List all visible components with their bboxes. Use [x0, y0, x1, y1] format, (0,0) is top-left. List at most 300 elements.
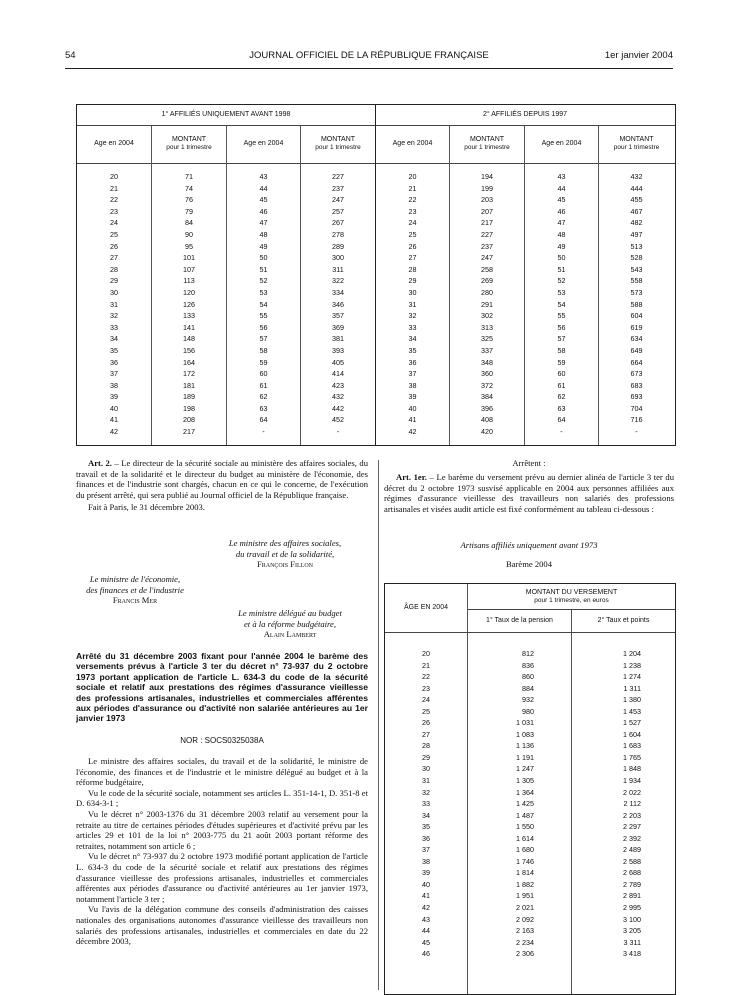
- table-cell: 44: [259, 183, 268, 193]
- table-cell: 49: [557, 241, 566, 251]
- table-cell: 673: [630, 369, 643, 379]
- table-cell: 41: [408, 415, 417, 425]
- col-header-taux1: 1° Taux de la pension: [486, 617, 553, 624]
- table-cell: 50: [557, 253, 566, 263]
- table-cell: 21: [408, 183, 417, 193]
- col-header-age: ÂGE EN 2004: [404, 604, 448, 611]
- table-cell: 704: [630, 403, 643, 413]
- table-cell: 1 814: [516, 868, 534, 878]
- g2-montant-col-b: [599, 171, 674, 438]
- table-cell: 1 380: [623, 695, 641, 705]
- table-cell: 48: [259, 229, 268, 239]
- table-cell: 405: [332, 357, 344, 367]
- table-cell: 2 489: [623, 845, 641, 855]
- table-cell: 59: [557, 357, 566, 367]
- table-cell: 217: [183, 427, 195, 437]
- col-header-montant: MONTANT DU VERSEMENT: [525, 589, 618, 596]
- table-cell: 79: [185, 206, 193, 216]
- table-cell: 57: [557, 334, 566, 344]
- table-cell: 49: [259, 241, 268, 251]
- table-cell: 84: [185, 218, 193, 228]
- table-cell: 63: [259, 403, 268, 413]
- table-cell: 41: [110, 415, 118, 425]
- table-cell: 227: [481, 229, 493, 239]
- table-cell: 55: [557, 311, 566, 321]
- table-cell: 26: [422, 718, 430, 728]
- table-cell: 664: [630, 357, 643, 367]
- group2-title: 2° AFFILIÉS DEPUIS 1997: [482, 111, 568, 118]
- table-cell: 25: [110, 229, 118, 239]
- table-cell: 432: [332, 392, 344, 402]
- nor-reference: NOR : SOCS0325038A: [180, 736, 264, 745]
- table-cell: 20: [408, 172, 417, 181]
- table-cell: 452: [332, 415, 344, 425]
- table-cell: 280: [481, 287, 493, 297]
- table-cell: 30: [422, 764, 430, 774]
- table-cell: 63: [557, 403, 566, 413]
- table-cell: -: [336, 427, 340, 437]
- taux2-col: [572, 648, 641, 960]
- table-cell: 442: [332, 403, 344, 413]
- table-cell: 619: [630, 322, 643, 332]
- table-cell: 23: [110, 206, 118, 216]
- table-cell: 22: [408, 195, 417, 205]
- table-cell: 44: [422, 926, 430, 936]
- table-cell: 76: [185, 195, 193, 205]
- table-cell: 21: [422, 660, 430, 670]
- table-cell: 164: [183, 357, 195, 367]
- table-cell: 1 882: [516, 879, 534, 889]
- table-cell: 54: [557, 299, 566, 309]
- table-cell: 372: [481, 380, 493, 390]
- table-cell: 56: [259, 322, 268, 332]
- table-cell: 58: [259, 345, 268, 355]
- table-cell: 543: [630, 264, 643, 274]
- table-cell: 423: [332, 380, 344, 390]
- table-cell: 455: [630, 195, 643, 205]
- table-cell: 34: [408, 334, 417, 344]
- table-cell: 30: [110, 287, 118, 297]
- table-cell: 1 683: [623, 741, 641, 751]
- table-cell: 25: [422, 706, 430, 716]
- table-cell: 61: [259, 380, 268, 390]
- article-1: [384, 472, 674, 514]
- table-cell: 31: [422, 776, 430, 786]
- table-cell: 257: [332, 206, 344, 216]
- table-cell: 133: [183, 311, 195, 321]
- table-cell: 36: [408, 357, 417, 367]
- table-cell: 38: [408, 380, 417, 390]
- col-header-montant: MONTANT pour 1 trimestre: [166, 136, 212, 151]
- table-cell: 1 453: [623, 706, 641, 716]
- table-cell: 45: [259, 195, 268, 205]
- preamble-para: Vu le décret n° 73-937 du 2 octobre 1973 modifié portant application de l'article L. 634-3 du code de la sécurité sociale et relatif aux prestations des régimes d'assurance vieillesse des professions artisanales, industrielles et commerciales afférentes aux périodes d'assurance ou d'activité antérieures au 1er janvier 1973, notamment l'article 3 ter ;: [76, 851, 368, 904]
- table-cell: 46: [422, 949, 430, 959]
- table-cell: 860: [522, 672, 534, 682]
- table-cell: 334: [332, 287, 344, 297]
- table-cell: 3 100: [623, 914, 641, 924]
- g2-age-col-a: [376, 171, 449, 438]
- table-cell: 1 305: [516, 776, 534, 786]
- table-cell: 74: [185, 183, 193, 193]
- table-cell: 42: [422, 903, 430, 913]
- article-2: [76, 458, 368, 513]
- table-cell: 32: [422, 787, 430, 797]
- table-cell: 2 163: [516, 926, 534, 936]
- table-cell: 39: [408, 392, 417, 402]
- table-cell: 604: [630, 311, 643, 321]
- signature-block-3: Le ministre délégué au budget et à la réforme budgétaire, Alain Lambert: [238, 608, 342, 639]
- table-cell: 22: [110, 195, 118, 205]
- table-cell: 2 891: [623, 891, 641, 901]
- table-cell: 23: [422, 683, 430, 693]
- table-cell: 396: [481, 403, 493, 413]
- table-cell: 207: [481, 206, 493, 216]
- table-cell: 198: [183, 403, 195, 413]
- table-cell: 25: [408, 229, 417, 239]
- table-cell: 51: [259, 264, 268, 274]
- table-cell: 101: [183, 253, 195, 263]
- table-cell: 31: [408, 299, 417, 309]
- table-cell: 3 418: [623, 949, 641, 959]
- table-cell: 337: [481, 345, 493, 355]
- table-cell: 2 688: [623, 868, 641, 878]
- preamble-para: Vu l'avis de la délégation commune des conseils d'administration des caisses nationales des organisations autonomes d'assurance vieillesse des travailleurs non salariés des professions artisanales, industrielles et commerciales en date du 22 décembre 2003,: [76, 904, 368, 947]
- table-cell: 46: [259, 206, 268, 216]
- table-cell: 1 765: [623, 752, 641, 762]
- table-cell: 2 092: [516, 914, 534, 924]
- column-divider: [378, 460, 379, 990]
- table-cell: 189: [183, 392, 195, 402]
- table-cell: 37: [422, 845, 430, 855]
- table-cell: 1 746: [516, 856, 534, 866]
- table-cell: 588: [630, 299, 643, 309]
- table-cell: 20: [110, 172, 118, 181]
- table-cell: 40: [422, 879, 430, 889]
- table-cell: 156: [183, 345, 195, 355]
- article-1-text: – Le barème du versement prévu au dernier alinéa de l'article 3 ter du décret du 2 octobre 1973 susvisé applicable en 2004 aux personnes affiliées aux régimes d'assurance vieillesse des travailleurs non salariés des professions artisanales et visées audit article est fixé conformément au tableau ci-dessous :: [384, 472, 674, 514]
- table-cell: 61: [557, 380, 566, 390]
- table-cell: 33: [408, 322, 417, 332]
- table-cell: 300: [332, 253, 344, 263]
- table-cell: 1 247: [516, 764, 534, 774]
- table-cell: 60: [557, 369, 566, 379]
- table-cell: 291: [481, 299, 493, 309]
- table-cell: 203: [481, 195, 493, 205]
- preamble-para: Le ministre des affaires sociales, du travail et de la solidarité, le ministre de l'économie, des finances et de l'industrie et le ministre délégué au budget et à la réforme budgétaire,: [76, 756, 368, 788]
- table-cell: 95: [185, 241, 193, 251]
- table-cell: 716: [630, 415, 643, 425]
- table-caption: Artisans affiliés uniquement avant 1973: [460, 540, 598, 550]
- g1-montant-col-a: [152, 171, 226, 438]
- table-cell: 64: [259, 415, 268, 425]
- table-cell: 2 234: [516, 937, 534, 947]
- table-cell: 346: [332, 299, 344, 309]
- table-cell: 2 021: [516, 903, 534, 913]
- table-cell: 60: [259, 369, 268, 379]
- top-rate-table: [76, 104, 676, 446]
- table-cell: 2 588: [623, 856, 641, 866]
- table-cell: 289: [332, 241, 344, 251]
- table-cell: 36: [422, 833, 430, 843]
- table-cell: 513: [630, 241, 643, 251]
- table-cell: 227: [332, 172, 344, 181]
- table-cell: 348: [481, 357, 493, 367]
- table-cell: 148: [183, 334, 195, 344]
- table-cell: 311: [332, 264, 344, 274]
- table-cell: 28: [408, 264, 417, 274]
- table-cell: 812: [522, 649, 534, 658]
- article-2-label: Art. 2.: [88, 458, 112, 468]
- table-cell: 369: [332, 322, 344, 332]
- table-cell: 59: [259, 357, 268, 367]
- table-cell: 269: [481, 276, 493, 286]
- table-cell: 44: [557, 183, 566, 193]
- table-cell: 322: [332, 276, 344, 286]
- table-cell: 884: [522, 683, 534, 693]
- table-cell: 26: [110, 241, 118, 251]
- table-cell: 27: [408, 253, 417, 263]
- table-cell: 1 951: [516, 891, 534, 901]
- table-cell: 237: [332, 183, 344, 193]
- table-cell: 31: [110, 299, 118, 309]
- preamble-para: Vu le décret n° 2003-1376 du 31 décembre 2003 relatif au versement pour la retraite au titre de certaines périodes d'études supérieures et d'activité prévu par les articles 29 et 101 de la loi n° 2003-775 du 21 août 2003 portant réforme des retraites, notamment son article 6 ;: [76, 808, 368, 851]
- table-cell: 836: [522, 660, 534, 670]
- table-cell: 58: [557, 345, 566, 355]
- table-cell: 2 203: [623, 810, 641, 820]
- age-col: [385, 648, 467, 960]
- table-cell: 32: [408, 311, 417, 321]
- table-cell: 30: [408, 287, 417, 297]
- table-cell: 467: [630, 206, 643, 216]
- table-cell: 23: [408, 206, 417, 216]
- table-cell: 24: [110, 218, 118, 228]
- table-cell: 52: [259, 276, 268, 286]
- table-cell: 381: [332, 334, 344, 344]
- table-cell: 683: [630, 380, 643, 390]
- table-cell: 1 274: [623, 672, 641, 682]
- table-cell: 980: [522, 706, 534, 716]
- table-cell: 357: [332, 311, 344, 321]
- table-cell: 42: [408, 427, 417, 437]
- table-cell: 247: [332, 195, 344, 205]
- table-cell: 35: [422, 822, 430, 832]
- table-cell: 33: [422, 799, 430, 809]
- table-cell: 237: [481, 241, 493, 251]
- table-cell: 24: [408, 218, 417, 228]
- table-cell: 1 364: [516, 787, 534, 797]
- table-cell: 45: [422, 937, 430, 947]
- table-cell: 528: [630, 253, 643, 263]
- table-cell: 62: [557, 392, 566, 402]
- table-cell: 141: [183, 322, 195, 332]
- table-cell: 181: [183, 380, 195, 390]
- table-cell: 40: [408, 403, 417, 413]
- col-header-age: Age en 2004: [392, 140, 433, 147]
- table-cell: 28: [422, 741, 430, 751]
- col-header-age: Age en 2004: [243, 140, 284, 147]
- table-cell: 90: [185, 229, 193, 239]
- table-cell: 43: [259, 172, 268, 181]
- table-cell: 278: [332, 229, 344, 239]
- table-cell: 1 550: [516, 822, 534, 832]
- signature-block-1: Le ministre des affaires sociales, du travail et de la solidarité, François Fillon: [228, 538, 342, 569]
- preamble: [76, 756, 368, 947]
- table-cell: 3 311: [623, 937, 641, 947]
- table-cell: 107: [183, 264, 195, 274]
- article-1-label: Art. 1er.: [396, 472, 427, 482]
- table-cell: 247: [481, 253, 493, 263]
- table-cell: 1 204: [623, 649, 641, 658]
- col-header-age: Age en 2004: [541, 140, 582, 147]
- table-cell: 37: [110, 369, 118, 379]
- table-cell: 208: [183, 415, 195, 425]
- table-cell: 1 614: [516, 833, 534, 843]
- table-cell: 47: [557, 218, 566, 228]
- table-cell: 2 995: [623, 903, 641, 913]
- table-cell: 313: [481, 322, 493, 332]
- table-cell: 35: [408, 345, 417, 355]
- table-cell: 20: [422, 649, 430, 658]
- table-cell: -: [635, 427, 638, 437]
- table-cell: 29: [408, 276, 417, 286]
- table-cell: 414: [332, 369, 344, 379]
- table-cell: 29: [110, 276, 118, 286]
- table-cell: 120: [183, 287, 195, 297]
- table-cell: 56: [557, 322, 566, 332]
- table-cell: 54: [259, 299, 268, 309]
- table-cell: 126: [183, 299, 195, 309]
- page-header: [65, 50, 673, 66]
- table-cell: 41: [422, 891, 430, 901]
- table-cell: 24: [422, 695, 430, 705]
- table-cell: 37: [408, 369, 417, 379]
- col-header-taux2: 2° Taux et points: [597, 617, 650, 624]
- table-cell: 2 297: [623, 822, 641, 832]
- preamble-para: Vu le code de la sécurité sociale, notamment ses articles L. 351-14-1, D. 351-8 et D. 634-3-1 ;: [76, 787, 368, 809]
- article-2-text: – Le directeur de la sécurité sociale au ministère des affaires sociales, du travail et de la solidarité et le directeur du budget au ministère de l'économie, des finances et de l'industrie sont chargés, chacun en ce qui le concerne, de l'exécution du présent arrêté, qui sera publié au Journal officiel de la République française.: [76, 458, 368, 500]
- table-cell: 1 311: [623, 683, 641, 693]
- table-cell: 39: [110, 392, 118, 402]
- table-cell: 1 031: [516, 718, 534, 728]
- g2-montant-col-a: [450, 171, 524, 438]
- table-cell: 2 306: [516, 949, 534, 959]
- table-cell: 573: [630, 287, 643, 297]
- col-header-montant: MONTANT pour 1 trimestre: [315, 136, 361, 151]
- table-cell: 34: [110, 334, 118, 344]
- col-header-age: Age en 2004: [94, 140, 134, 147]
- journal-title: JOURNAL OFFICIEL DE LA RÉPUBLIQUE FRANÇAISE: [249, 50, 489, 61]
- table-cell: -: [560, 427, 563, 437]
- table-cell: 50: [259, 253, 268, 263]
- table-cell: 693: [630, 392, 643, 402]
- table-cell: 1 680: [516, 845, 534, 855]
- table-cell: 360: [481, 369, 493, 379]
- table-cell: -: [262, 427, 265, 437]
- table-cell: 1 527: [623, 718, 641, 728]
- table-cell: 48: [557, 229, 566, 239]
- table-cell: 38: [422, 856, 430, 866]
- table-cell: 57: [259, 334, 268, 344]
- bareme-title: Barème 2004: [505, 559, 553, 569]
- table-cell: 408: [481, 415, 493, 425]
- table-cell: 42: [110, 427, 118, 437]
- table-cell: 1 934: [623, 776, 641, 786]
- col-header-montant: MONTANT pour 1 trimestre: [613, 136, 660, 151]
- table-cell: 2 392: [623, 833, 641, 843]
- table-cell: 2 789: [623, 879, 641, 889]
- signature-block-2: Le ministre de l'économie, des finances et de l'industrie Francis Mer: [86, 574, 184, 605]
- table-cell: 45: [557, 195, 566, 205]
- g1-age-col-b: [227, 171, 300, 438]
- table-cell: 26: [408, 241, 417, 251]
- table-cell: 497: [630, 229, 643, 239]
- table-cell: 27: [422, 729, 430, 739]
- table-cell: 27: [110, 253, 118, 263]
- table-cell: 36: [110, 357, 118, 367]
- table-cell: 51: [557, 264, 566, 274]
- table-cell: 325: [481, 334, 493, 344]
- table-cell: 35: [110, 345, 118, 355]
- table-cell: 302: [481, 311, 493, 321]
- table-cell: 43: [557, 172, 566, 181]
- table-cell: 47: [259, 218, 268, 228]
- arretent: Arrêtent :: [512, 458, 546, 468]
- table-cell: 558: [630, 276, 643, 286]
- table-cell: 1 238: [623, 660, 641, 670]
- table-cell: 46: [557, 206, 566, 216]
- table-cell: 1 604: [623, 729, 641, 739]
- issue-date: 1er janvier 2004: [604, 50, 673, 61]
- col-header-montant: MONTANT pour 1 trimestre: [464, 136, 510, 151]
- table-cell: 482: [630, 218, 643, 228]
- table-cell: 932: [522, 695, 534, 705]
- table-cell: 1 848: [623, 764, 641, 774]
- table-cell: 217: [481, 218, 493, 228]
- table-cell: 71: [185, 172, 193, 181]
- arrete-title: Arrêté du 31 décembre 2003 fixant pour l'année 2004 le barème des versements prévus à l'article 3 ter du décret n° 73-937 du 2 octobre 1973 portant application de l'article L. 634-3 du code de la sécurité sociale et relatif aux prestations des régimes d'assurance vieillesse des professions artisanales, industrielles et commerciales afférentes aux périodes d'assurance ou d'activité non salariée antérieures au 1er janvier 1973: [76, 651, 368, 724]
- table-cell: 1 191: [516, 752, 534, 762]
- table-cell: 2 112: [623, 799, 641, 809]
- group1-title: 1° AFFILIÉS UNIQUEMENT AVANT 1998: [161, 111, 291, 118]
- table-cell: 29: [422, 752, 430, 762]
- table-cell: 384: [481, 392, 493, 402]
- table-cell: 2 022: [623, 787, 641, 797]
- table-cell: 3 205: [623, 926, 641, 936]
- table-cell: 420: [481, 427, 493, 437]
- table-cell: 194: [481, 172, 493, 181]
- page-number: 54: [65, 50, 76, 61]
- table-cell: 64: [557, 415, 566, 425]
- table-cell: 34: [422, 810, 430, 820]
- table-cell: 649: [630, 345, 643, 355]
- table-cell: 43: [422, 914, 430, 924]
- table-cell: 267: [332, 218, 344, 228]
- table-cell: 444: [630, 183, 643, 193]
- g1-montant-col-b: [301, 171, 375, 438]
- table-cell: 53: [557, 287, 566, 297]
- table-cell: 1 083: [516, 729, 534, 739]
- table-cell: 22: [422, 672, 430, 682]
- col-header-montant-sub: pour 1 trimestre, en euros: [534, 597, 609, 604]
- table-cell: 28: [110, 264, 118, 274]
- table-cell: 38: [110, 380, 118, 390]
- table-cell: 634: [630, 334, 643, 344]
- table-cell: 393: [332, 345, 344, 355]
- table-cell: 113: [183, 276, 195, 286]
- table-cell: 52: [557, 276, 566, 286]
- header-divider: [65, 68, 673, 69]
